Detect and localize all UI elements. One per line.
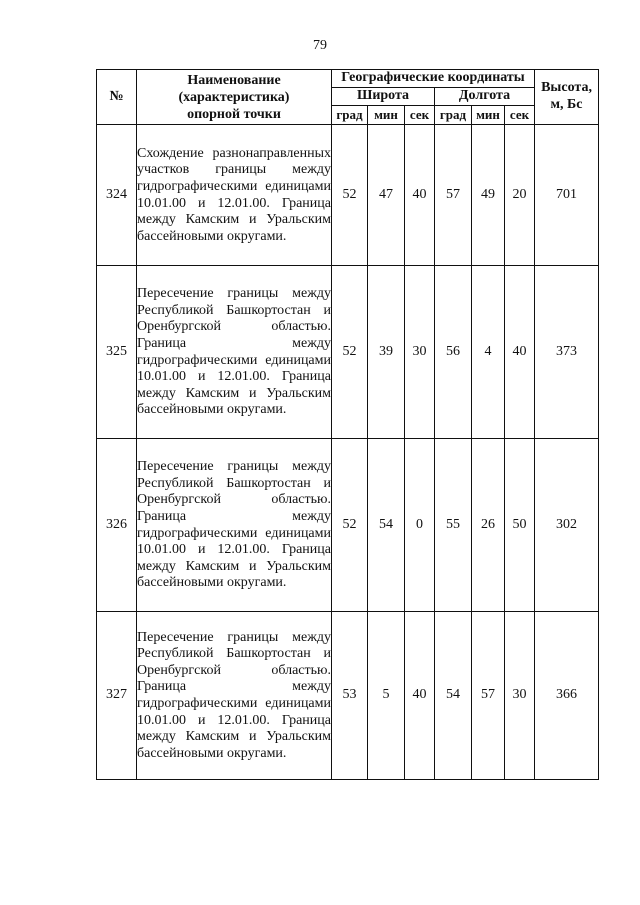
header-name-line-3: опорной точки bbox=[187, 106, 281, 122]
header-coordinates: Географические координаты bbox=[332, 70, 535, 88]
header-name-line-1: Наименование bbox=[187, 72, 281, 88]
row-description-text: Пересечение границы между Республикой Башкортостан и Оренбургской областью. Граница между гидрографическими единицами 10.01.00 и 12.01.00. Граница между Камским и Уральским бассейновыми округами. bbox=[137, 286, 331, 418]
lat-deg: 52 bbox=[332, 266, 368, 439]
header-latitude: Широта bbox=[332, 88, 435, 106]
row-description bbox=[137, 612, 332, 780]
lon-min: 49 bbox=[472, 125, 505, 266]
page-number: 79 bbox=[313, 38, 327, 53]
lon-sec: 30 bbox=[505, 612, 535, 780]
table-row bbox=[97, 266, 599, 439]
table-row bbox=[97, 125, 599, 266]
lon-min: 4 bbox=[472, 266, 505, 439]
lat-deg: 52 bbox=[332, 125, 368, 266]
lon-deg: 56 bbox=[435, 266, 472, 439]
header-row-1 bbox=[97, 70, 599, 88]
row-description-text: Схождение разнонаправленных участков границы между гидрографическими единицами 10.01.00 и 12.01.00. Граница между Камским и Уральским бассейновыми округами. bbox=[137, 145, 331, 244]
header-lon-sec: сек bbox=[505, 106, 535, 125]
row-number: 325 bbox=[97, 266, 137, 439]
lat-deg: 53 bbox=[332, 612, 368, 780]
lat-min: 39 bbox=[368, 266, 405, 439]
lat-sec: 30 bbox=[405, 266, 435, 439]
reference-points-table bbox=[96, 69, 599, 780]
table-row bbox=[97, 439, 599, 612]
lat-min: 47 bbox=[368, 125, 405, 266]
lon-deg: 57 bbox=[435, 125, 472, 266]
header-lat-min: мин bbox=[368, 106, 405, 125]
row-description-text: Пересечение границы между Республикой Башкортостан и Оренбургской областью. Граница между гидрографическими единицами 10.01.00 и 12.01.00. Граница между Камским и Уральским бассейновыми округами. bbox=[137, 459, 331, 591]
header-name-line-2: (характеристика) bbox=[178, 89, 290, 105]
table-row bbox=[97, 612, 599, 780]
header-lon-deg: град bbox=[435, 106, 472, 125]
lon-min: 26 bbox=[472, 439, 505, 612]
height-value: 302 bbox=[535, 439, 599, 612]
header-lat-sec: сек bbox=[405, 106, 435, 125]
header-longitude: Долгота bbox=[435, 88, 535, 106]
lat-deg: 52 bbox=[332, 439, 368, 612]
row-description bbox=[137, 125, 332, 266]
lat-sec: 0 bbox=[405, 439, 435, 612]
lon-min: 57 bbox=[472, 612, 505, 780]
row-description bbox=[137, 439, 332, 612]
header-number: № bbox=[97, 70, 137, 125]
row-description bbox=[137, 266, 332, 439]
row-number: 326 bbox=[97, 439, 137, 612]
row-number: 327 bbox=[97, 612, 137, 780]
lat-sec: 40 bbox=[405, 125, 435, 266]
lat-sec: 40 bbox=[405, 612, 435, 780]
lon-deg: 55 bbox=[435, 439, 472, 612]
lon-deg: 54 bbox=[435, 612, 472, 780]
lat-min: 5 bbox=[368, 612, 405, 780]
header-lon-min: мин bbox=[472, 106, 505, 125]
lon-sec: 20 bbox=[505, 125, 535, 266]
height-value: 366 bbox=[535, 612, 599, 780]
header-name bbox=[137, 70, 332, 125]
header-lat-deg: град bbox=[332, 106, 368, 125]
height-value: 701 bbox=[535, 125, 599, 266]
lat-min: 54 bbox=[368, 439, 405, 612]
lon-sec: 40 bbox=[505, 266, 535, 439]
header-height: Высота, м, Бс bbox=[535, 70, 599, 125]
lon-sec: 50 bbox=[505, 439, 535, 612]
row-description-text: Пересечение границы между Республикой Башкортостан и Оренбургской областью. Граница между гидрографическими единицами 10.01.00 и 12.01.00. Граница между Камским и Уральским бассейновыми округами. bbox=[137, 629, 331, 761]
row-number: 324 bbox=[97, 125, 137, 266]
height-value: 373 bbox=[535, 266, 599, 439]
